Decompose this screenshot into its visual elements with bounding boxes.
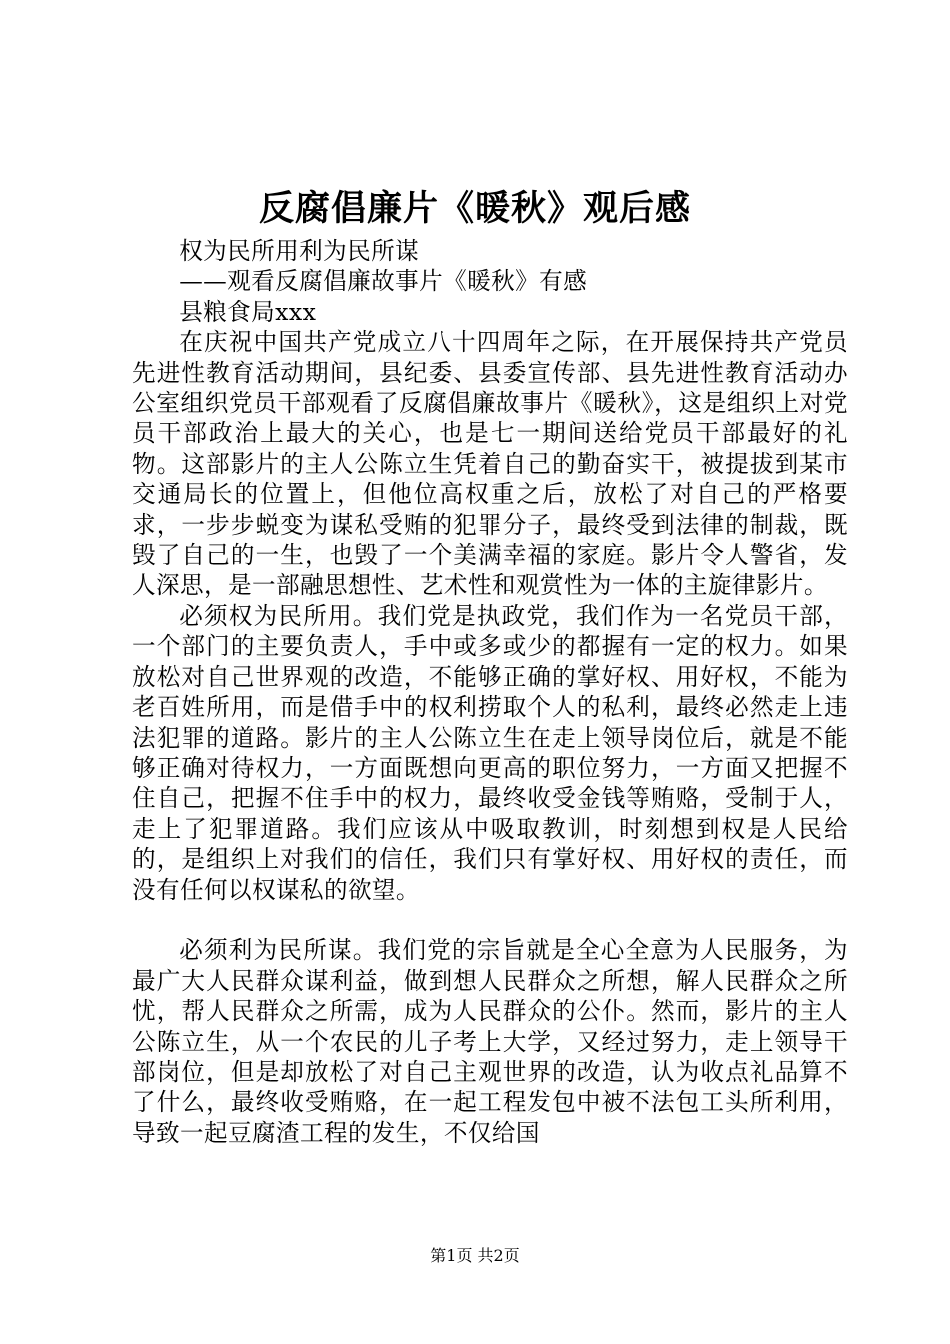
body-paragraph: 在庆祝中国共产党成立八十四周年之际，在开展保持共产党员先进性教育活动期间，县纪委、县委宣传部、县先进性教育活动办公室组织党员干部观看了反腐倡廉故事片《暖秋》，这是组织上对党员干部政治上最大的关心，也是七一期间送给党员干部最好的礼物。这部影片的主人公陈立生凭着自己的勤奋实干，被提拔到某市交通局长的位置上，但他位高权重之后，放松了对自己的严格要求，一步步蜕变为谋私受贿的犯罪分子，最终受到法律的制裁，既毁了自己的一生，也毁了一个美满幸福的家庭。影片令人警省，发人深思，是一部融思想性、艺术性和观赏性为一体的主旋律影片。 xyxy=(132,328,848,600)
document-title: 反腐倡廉片《暖秋》观后感 xyxy=(258,188,691,229)
document-body xyxy=(132,236,848,1148)
body-paragraph: 必须利为民所谋。我们党的宗旨就是全心全意为人民服务，为最广大人民群众谋利益，做到想人民群众之所想，解人民群众之所忧，帮人民群众之所需，成为人民群众的公仆。然而，影片的主人公陈立生，从一个农民的儿子考上大学，又经过努力，走上领导干部岗位，但是却放松了对自己主观世界的改造，认为收点礼品算不了什么，最终收受贿赂，在一起工程发包中被不法包工头所利用，导致一起豆腐渣工程的发生，不仅给国 xyxy=(132,936,848,1147)
paragraph-spacer xyxy=(132,905,848,935)
page-footer: 第1页 共2页 xyxy=(430,1246,520,1265)
body-paragraph: 必须权为民所用。我们党是执政党，我们作为一名党员干部，一个部门的主要负责人，手中或多或少的都握有一定的权力。如果放松对自己世界观的改造，不能够正确的掌好权、用好权，不能为老百姓所用，而是借手中的权利捞取个人的私利，最终必然走上违法犯罪的道路。影片的主人公陈立生在走上领导岗位后，就是不能够正确对待权力，一方面既想向更高的职位努力，一方面又把握不住自己，把握不住手中的权力，最终收受金钱等贿赂，受制于人，走上了犯罪道路。我们应该从中吸取教训，时刻想到权是人民给的，是组织上对我们的信任，我们只有掌好权、用好权的责任，而没有任何以权谋私的欲望。 xyxy=(132,601,848,904)
subtitle-line: 权为民所用利为民所谋 xyxy=(179,237,420,265)
author-line: 县粮食局xxx xyxy=(179,297,317,326)
subtitle-line: ——观看反腐倡廉故事片《暖秋》有感 xyxy=(179,267,588,296)
